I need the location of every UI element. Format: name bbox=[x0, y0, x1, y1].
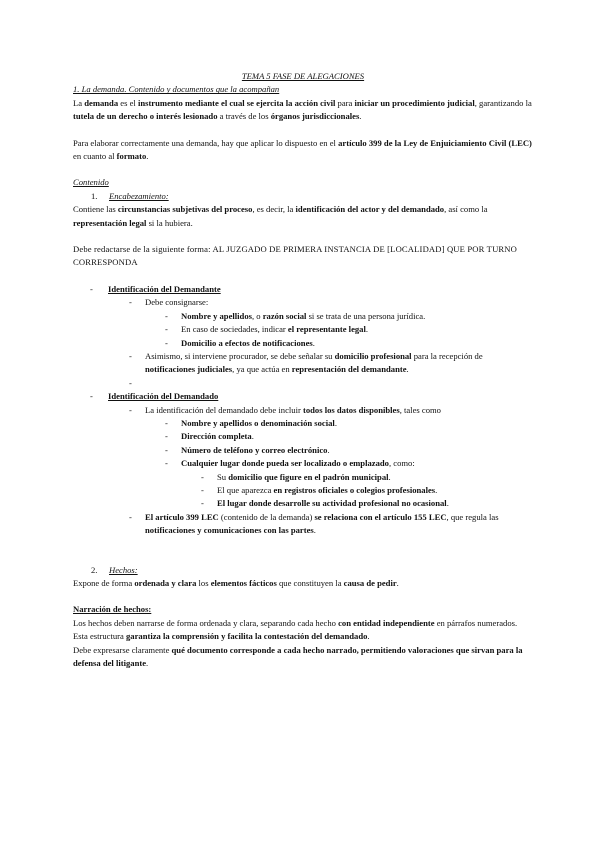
format-paragraph: Para elaborar correctamente una demanda, hay que aplicar lo dispuesto en el artículo 399 de la Ley de Enjuiciamiento Civil (LEC) en cuanto al formato. bbox=[73, 137, 532, 162]
identification-list bbox=[73, 283, 533, 538]
list-item: - La identificación del demandado debe incluir todos los datos disponibles, tales como - Nombre y apellidos o denominación social. - Dirección completa. - Número de teléfono y correo electrónico. - Cualquier lugar donde pueda ser localizado o emplazado, como: - Su domicilio que figure en el padrón municipal. - El que aparezca en registros oficiales o colegios profesionales. - El lugar donde desarrolle su actividad profesional no ocasional. bbox=[73, 404, 533, 511]
narracion-paragraph-1: Los hechos deben narrarse de forma ordenada y clara, separando cada hecho con entidad independiente en párrafos numerados. bbox=[73, 617, 518, 628]
section-1-heading: 1. Encabezamiento: bbox=[91, 190, 169, 201]
encabezamiento-paragraph: Contiene las circunstancias subjetivas del proceso, es decir, la identificación del actor y del demandado, así como la representación legal si la hubiera. bbox=[73, 204, 488, 228]
list-item: - El que aparezca en registros oficiales o colegios profesionales. bbox=[73, 484, 533, 497]
list-item: - Nombre y apellidos, o razón social si se trata de una persona jurídica. bbox=[73, 310, 533, 323]
narracion-heading: Narración de hechos: bbox=[73, 604, 152, 615]
list-item: - El artículo 399 LEC (contenido de la demanda) se relaciona con el artículo 155 LEC, que regula las notificaciones y comunicaciones con las partes. bbox=[73, 511, 533, 538]
list-item: - Su domicilio que figure en el padrón municipal. bbox=[73, 471, 533, 484]
hechos-paragraph: Expone de forma ordenada y clara los elementos fácticos que constituyen la causa de pedir. bbox=[73, 578, 399, 588]
list-item: - El lugar donde desarrolle su actividad profesional no ocasional. bbox=[73, 497, 533, 510]
narracion-paragraph-2: Esta estructura garantiza la comprensión y facilita la contestación del demandado. bbox=[73, 631, 370, 642]
list-item: - Cualquier lugar donde pueda ser localizado o emplazado, como: - Su domicilio que figure en el padrón municipal. - El que aparezca en registros oficiales o colegios profesionales. - El lugar donde desarrolle su actividad profesional no ocasional. bbox=[73, 457, 533, 511]
section-subtitle: 1. La demanda. Contenido y documentos que la acompañan bbox=[73, 84, 280, 95]
contenido-heading: Contenido bbox=[73, 177, 109, 188]
list-item bbox=[73, 377, 533, 390]
document-page bbox=[73, 70, 533, 670]
list-item: - Identificación del Demandante - Debe consignarse: - Nombre y apellidos, o razón social si se trata de una persona jurídica. - En caso de sociedades, indicar el representante legal. - Domicilio a efectos de notificaciones. - Asimismo, si interviene procurador, se debe señalar su domicilio profesional para la recepción de notificaciones judiciales, ya que actúa en representación del demandante. - bbox=[73, 283, 533, 390]
list-item: - Identificación del Demandado - La identificación del demandado debe incluir todos los datos disponibles, tales como - Nombre y apellidos o denominación social. - Dirección completa. - Número de teléfono y correo electrónico. - Cualquier lugar donde pueda ser localizado o emplazado, como: - Su domicilio que figure en el padrón municipal. - El que aparezca en registros oficiales o colegios profesionales. - El lugar donde desarrolle su actividad profesional no ocasional. - El artículo 399 LEC (contenido de la demanda) se relaciona con el artículo 155 LEC, que regula las notificaciones y comunicaciones con las partes. bbox=[73, 390, 533, 537]
narracion-paragraph-3: Debe expresarse claramente qué documento corresponde a cada hecho narrado, permitiendo valoraciones que sirvan para la defensa del litigante. bbox=[73, 644, 523, 669]
list-item: - En caso de sociedades, indicar el representante legal. bbox=[73, 323, 533, 336]
section-2-heading: 2. Hechos: bbox=[91, 564, 138, 575]
list-item: - Nombre y apellidos o denominación social. bbox=[73, 417, 533, 430]
list-item: - Debe consignarse: - Nombre y apellidos, o razón social si se trata de una persona jurídica. - En caso de sociedades, indicar el representante legal. - Domicilio a efectos de notificaciones. bbox=[73, 296, 533, 350]
document-title: TEMA 5 FASE DE ALEGACIONES bbox=[241, 71, 365, 81]
list-item: - Asimismo, si interviene procurador, se debe señalar su domicilio profesional para la recepción de notificaciones judiciales, ya que actúa en representación del demandante. bbox=[73, 350, 533, 377]
list-item: - Domicilio a efectos de notificaciones. bbox=[73, 337, 533, 350]
list-item: - Dirección completa. bbox=[73, 430, 533, 443]
intro-paragraph: La demanda es el instrumento mediante el cual se ejercita la acción civil para iniciar un procedimiento judicial, garantizando la tutela de un derecho o interés lesionado a través de los órganos jurisdiccionales. bbox=[73, 97, 532, 122]
court-heading-paragraph: Debe redactarse de la siguiente forma: AL JUZGADO DE PRIMERA INSTANCIA DE [LOCALIDAD] QUE POR TURNO CORRESPONDA bbox=[73, 244, 518, 268]
list-item: - Número de teléfono y correo electrónico. bbox=[73, 444, 533, 457]
